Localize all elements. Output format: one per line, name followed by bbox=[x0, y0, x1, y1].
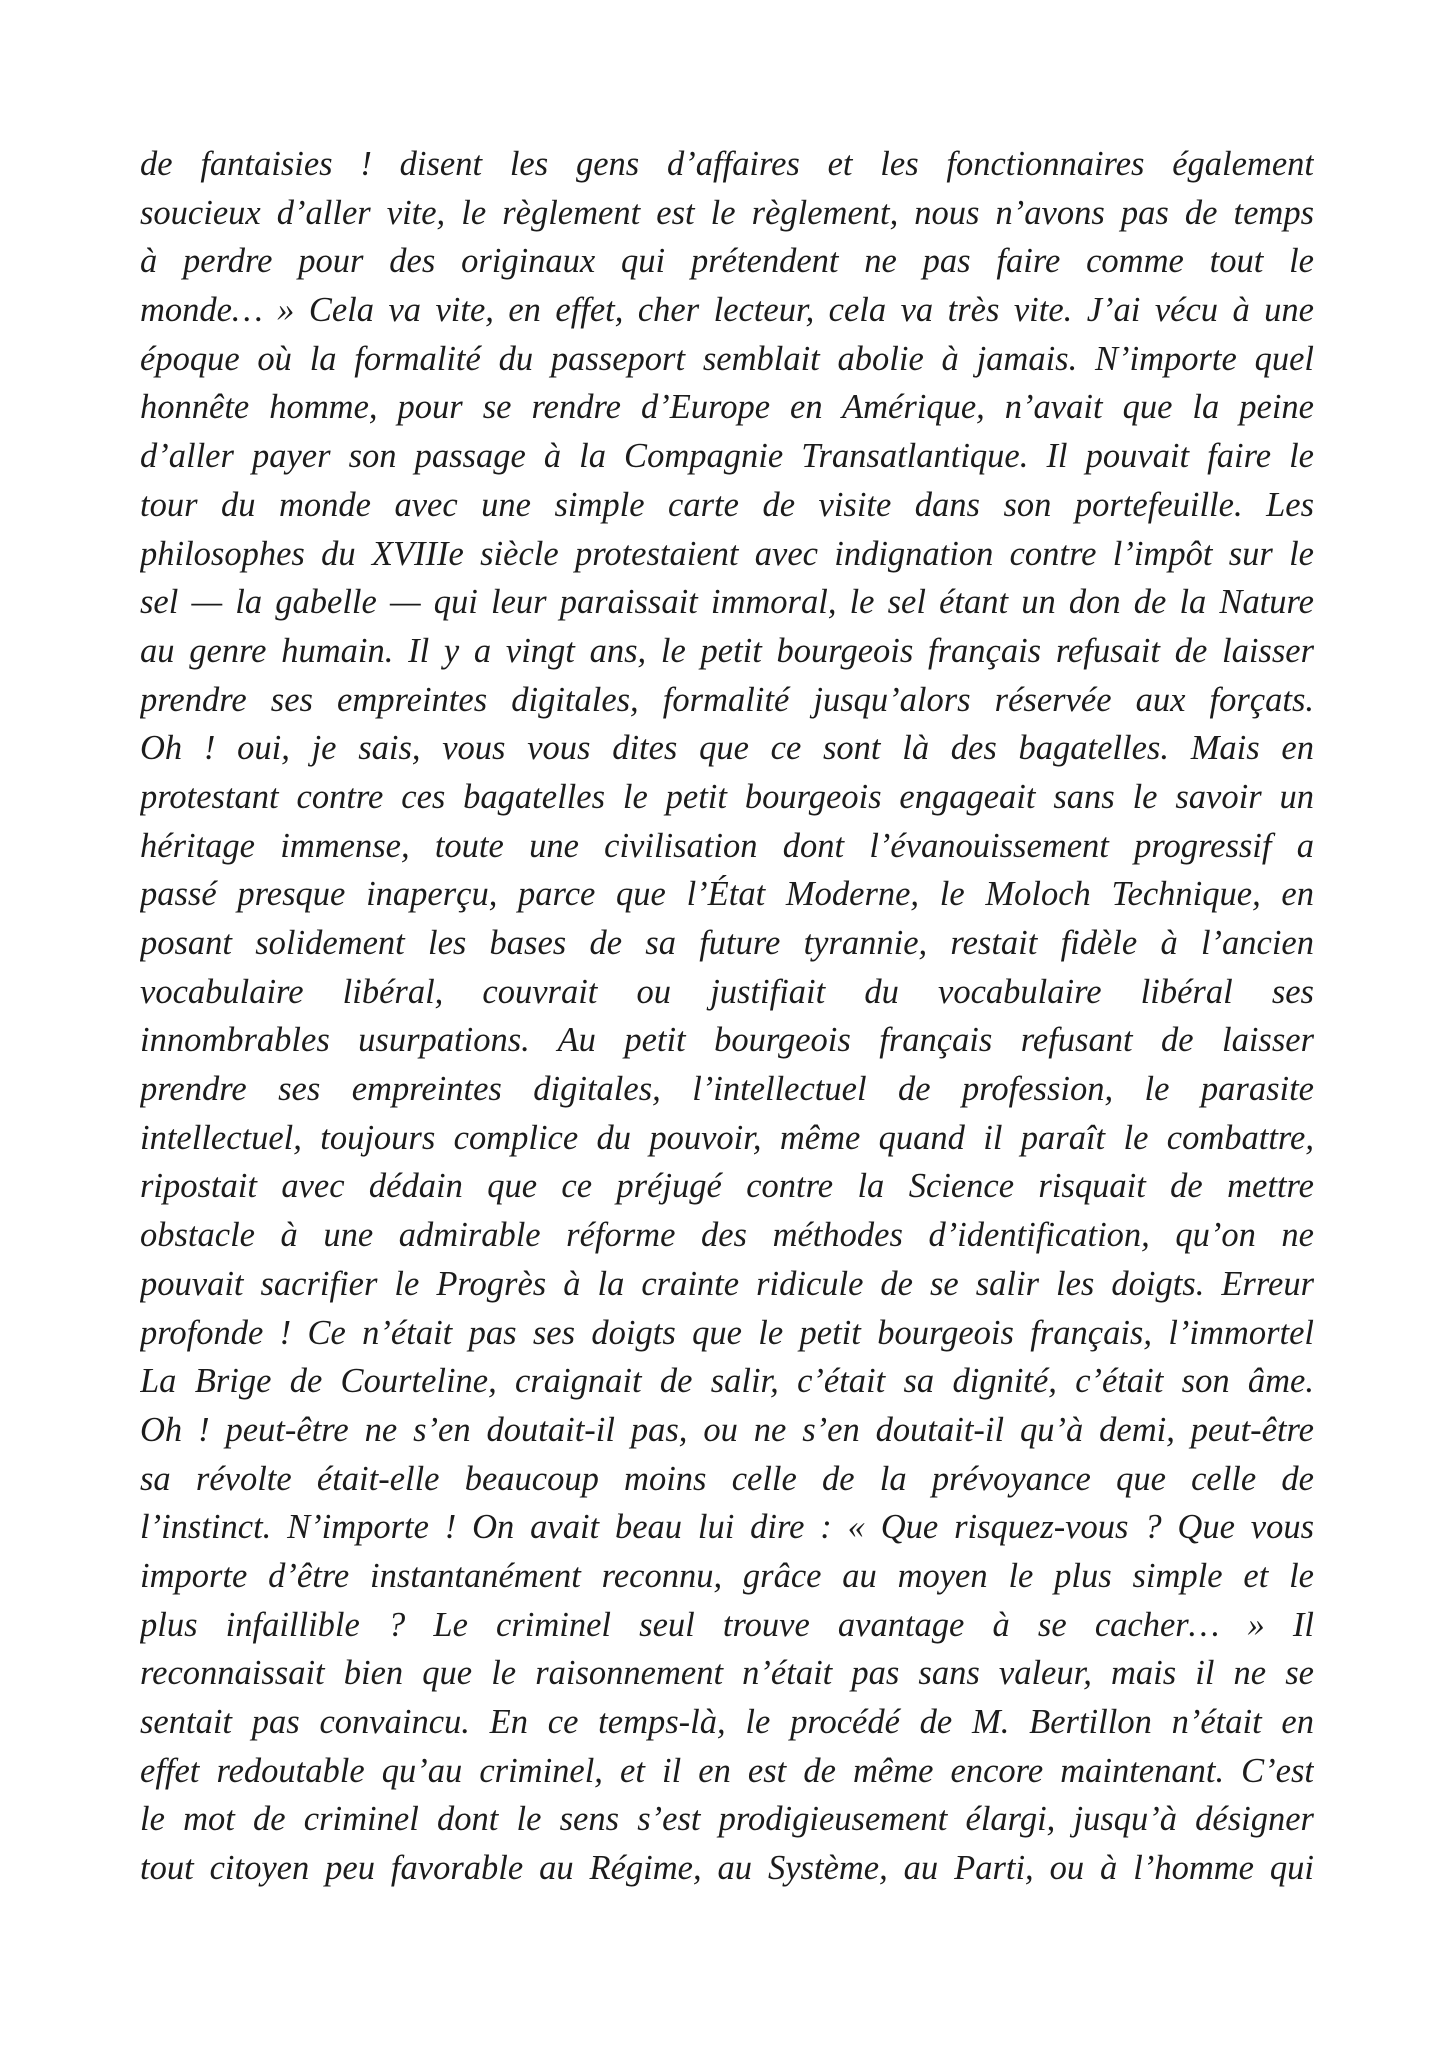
text-line-21: intellectuel, toujours complice du pouvoir, même quand il paraît le combattre, bbox=[140, 1118, 1314, 1157]
text-line-26: La Brige de Courteline, craignait de salir, c’était sa dignité, c’était son âme. bbox=[140, 1362, 1314, 1401]
text-line-27: Oh ! peut-être ne s’en doutait-il pas, ou ne s’en doutait-il qu’à demi, peut-être bbox=[140, 1410, 1314, 1449]
text-line-12: prendre ses empreintes digitales, formalité jusqu’alors réservée aux forçats. bbox=[140, 680, 1314, 719]
text-line-11: au genre humain. Il y a vingt ans, le petit bourgeois français refusait de laisser bbox=[140, 631, 1314, 670]
text-line-8: tour du monde avec une simple carte de visite dans son portefeuille. Les bbox=[140, 485, 1314, 524]
text-line-19: innombrables usurpations. Au petit bourgeois français refusant de laisser bbox=[140, 1021, 1314, 1060]
text-line-2: soucieux d’aller vite, le règlement est le règlement, nous n’avons pas de temps bbox=[140, 193, 1314, 232]
text-line-32: reconnaissait bien que le raisonnement n’était pas sans valeur, mais il ne se bbox=[140, 1654, 1314, 1693]
text-line-1: de fantaisies ! disent les gens d’affaires et les fonctionnaires également bbox=[140, 145, 1314, 183]
text-line-4: monde… » Cela va vite, en effet, cher lecteur, cela va très vite. J’ai vécu à une bbox=[140, 291, 1314, 330]
text-line-28: sa révolte était-elle beaucoup moins celle de la prévoyance que celle de bbox=[140, 1459, 1314, 1498]
text-line-29: l’instinct. N’importe ! On avait beau lui dire : « Que risquez-vous ? Que vous bbox=[140, 1508, 1314, 1547]
page-body bbox=[140, 140, 1314, 1893]
text-line-14: protestant contre ces bagatelles le petit bourgeois engageait sans le savoir un bbox=[140, 777, 1314, 816]
text-line-15: héritage immense, toute une civilisation dont l’évanouissement progressif a bbox=[140, 826, 1314, 865]
text-line-25: profonde ! Ce n’était pas ses doigts que le petit bourgeois français, l’immortel bbox=[140, 1313, 1314, 1352]
text-line-13: Oh ! oui, je sais, vous vous dites que ce sont là des bagatelles. Mais en bbox=[140, 729, 1314, 768]
text-line-5: époque où la formalité du passeport semblait abolie à jamais. N’importe quel bbox=[140, 339, 1314, 378]
text-line-7: d’aller payer son passage à la Compagnie Transatlantique. Il pouvait faire le bbox=[140, 437, 1314, 476]
text-line-24: pouvait sacrifier le Progrès à la crainte ridicule de se salir les doigts. Erreur bbox=[140, 1264, 1314, 1303]
text-line-34: effet redoutable qu’au criminel, et il en est de même encore maintenant. C’est bbox=[140, 1751, 1314, 1790]
text-line-17: posant solidement les bases de sa future tyrannie, restait fidèle à l’ancien bbox=[140, 924, 1314, 962]
text-line-3: à perdre pour des originaux qui prétendent ne pas faire comme tout le bbox=[140, 242, 1314, 281]
text-line-36: tout citoyen peu favorable au Régime, au Système, au Parti, ou à l’homme qui bbox=[140, 1849, 1314, 1888]
text-line-23: obstacle à une admirable réforme des méthodes d’identification, qu’on ne bbox=[140, 1216, 1314, 1255]
text-line-10: sel — la gabelle — qui leur paraissait immoral, le sel étant un don de la Nature bbox=[140, 583, 1314, 622]
text-line-9: philosophes du XVIIIe siècle protestaient avec indignation contre l’impôt sur le bbox=[140, 534, 1314, 573]
text-line-20: prendre ses empreintes digitales, l’intellectuel de profession, le parasite bbox=[140, 1070, 1314, 1109]
text-line-31: plus infaillible ? Le criminel seul trouve avantage à se cacher… » Il bbox=[140, 1605, 1314, 1644]
text-line-33: sentait pas convaincu. En ce temps-là, le procédé de M. Bertillon n’était en bbox=[140, 1703, 1314, 1741]
text-line-22: ripostait avec dédain que ce préjugé contre la Science risquait de mettre bbox=[140, 1167, 1314, 1206]
text-line-6: honnête homme, pour se rendre d’Europe en Amérique, n’avait que la peine bbox=[140, 388, 1314, 427]
text-line-35: le mot de criminel dont le sens s’est prodigieusement élargi, jusqu’à désigner bbox=[140, 1800, 1314, 1839]
text-line-16: passé presque inaperçu, parce que l’État Moderne, le Moloch Technique, en bbox=[140, 875, 1314, 914]
text-line-30: importe d’être instantanément reconnu, grâce au moyen le plus simple et le bbox=[140, 1556, 1314, 1595]
text-line-18: vocabulaire libéral, couvrait ou justifiait du vocabulaire libéral ses bbox=[140, 972, 1314, 1011]
